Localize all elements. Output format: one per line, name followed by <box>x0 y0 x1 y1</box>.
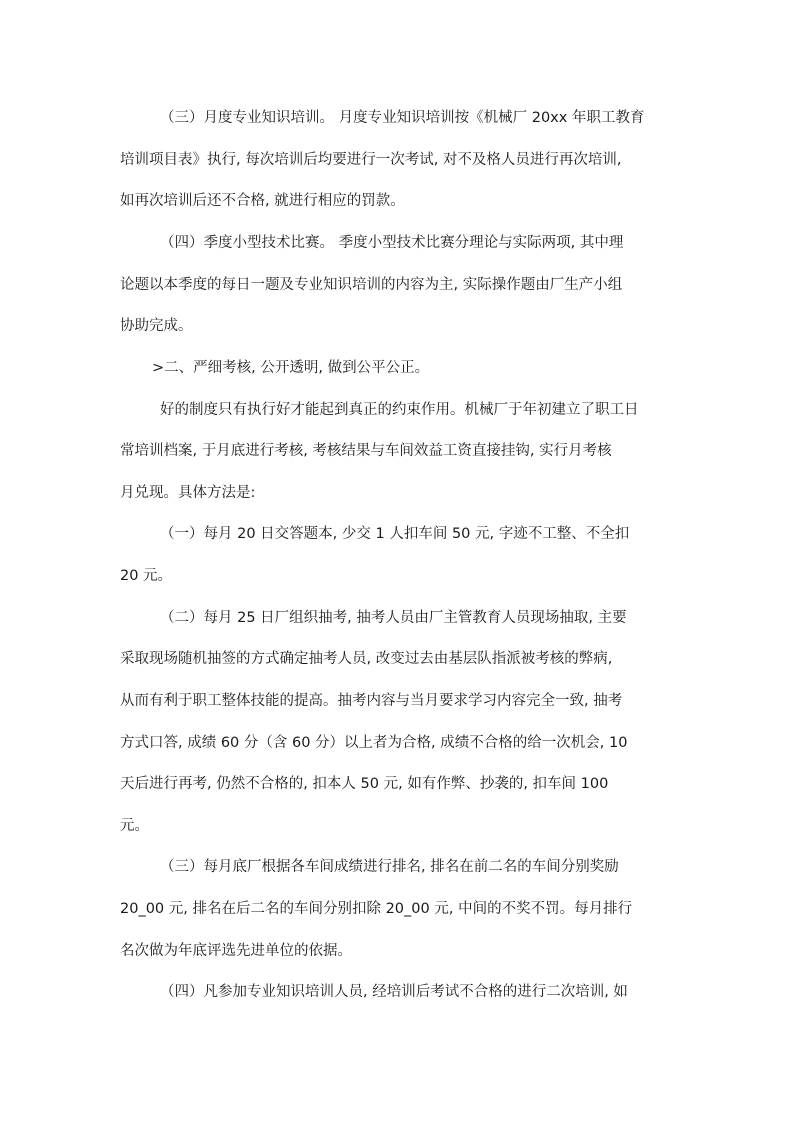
text-line: 采取现场随机抽签的方式确定抽考人员, 改变过去由基层队指派被考核的弊病, <box>120 651 613 667</box>
text-line: 协助完成。 <box>120 318 193 334</box>
text-line: 常培训档案, 于月底进行考核, 考核结果与车间效益工资直接挂钩, 实行月考核 <box>120 443 612 459</box>
section-heading: >二、严细考核, 公开透明, 做到公平公正。 <box>152 360 430 376</box>
text-line: 20_00 元, 排名在后二名的车间分别扣除 20_00 元, 中间的不奖不罚。每月排行 <box>120 901 633 917</box>
text-line: （二）每月 25 日厂组织抽考, 抽考人员由厂主管教育人员现场抽取, 主要 <box>160 610 627 626</box>
text-line: 20 元。 <box>120 568 173 584</box>
text-line: （四）季度小型技术比赛。 季度小型技术比赛分理论与实际两项, 其中理 <box>160 235 624 251</box>
text-line: （三）每月底厂根据各车间成绩进行排名, 排名在前二名的车间分别奖励 <box>160 859 619 875</box>
text-line: 培训项目表》执行, 每次培训后均要进行一次考试, 对不及格人员进行再次培训, <box>120 152 622 168</box>
text-line: 月兑现。具体方法是: <box>120 485 256 501</box>
text-line: 从而有利于职工整体技能的提高。抽考内容与当月要求学习内容完全一致, 抽考 <box>120 693 623 709</box>
text-line: 元。 <box>120 818 149 834</box>
text-line: （三）月度专业知识培训。 月度专业知识培训按《机械厂 20xx 年职工教育 <box>160 110 645 126</box>
text-line: 好的制度只有执行好才能起到真正的约束作用。机械厂于年初建立了职工日 <box>160 402 639 418</box>
text-line: （一）每月 20 日交答题本, 少交 1 人扣车间 50 元, 字迹不工整、不全扣 <box>160 526 630 542</box>
text-line: 方式口答, 成绩 60 分（含 60 分）以上者为合格, 成绩不合格的给一次机会, 10 <box>120 735 628 751</box>
text-line: （四）凡参加专业知识培训人员, 经培训后考试不合格的进行二次培训, 如 <box>160 984 628 1000</box>
text-line: 名次做为年底评选先进单位的依据。 <box>120 943 352 959</box>
text-line: 天后进行再考, 仍然不合格的, 扣本人 50 元, 如有作弊、抄袭的, 扣车间 100 <box>120 776 609 792</box>
text-line: 论题以本季度的每日一题及专业知识培训的内容为主, 实际操作题由厂生产小组 <box>120 277 623 293</box>
text-line: 如再次培训后还不合格, 就进行相应的罚款。 <box>120 193 405 209</box>
